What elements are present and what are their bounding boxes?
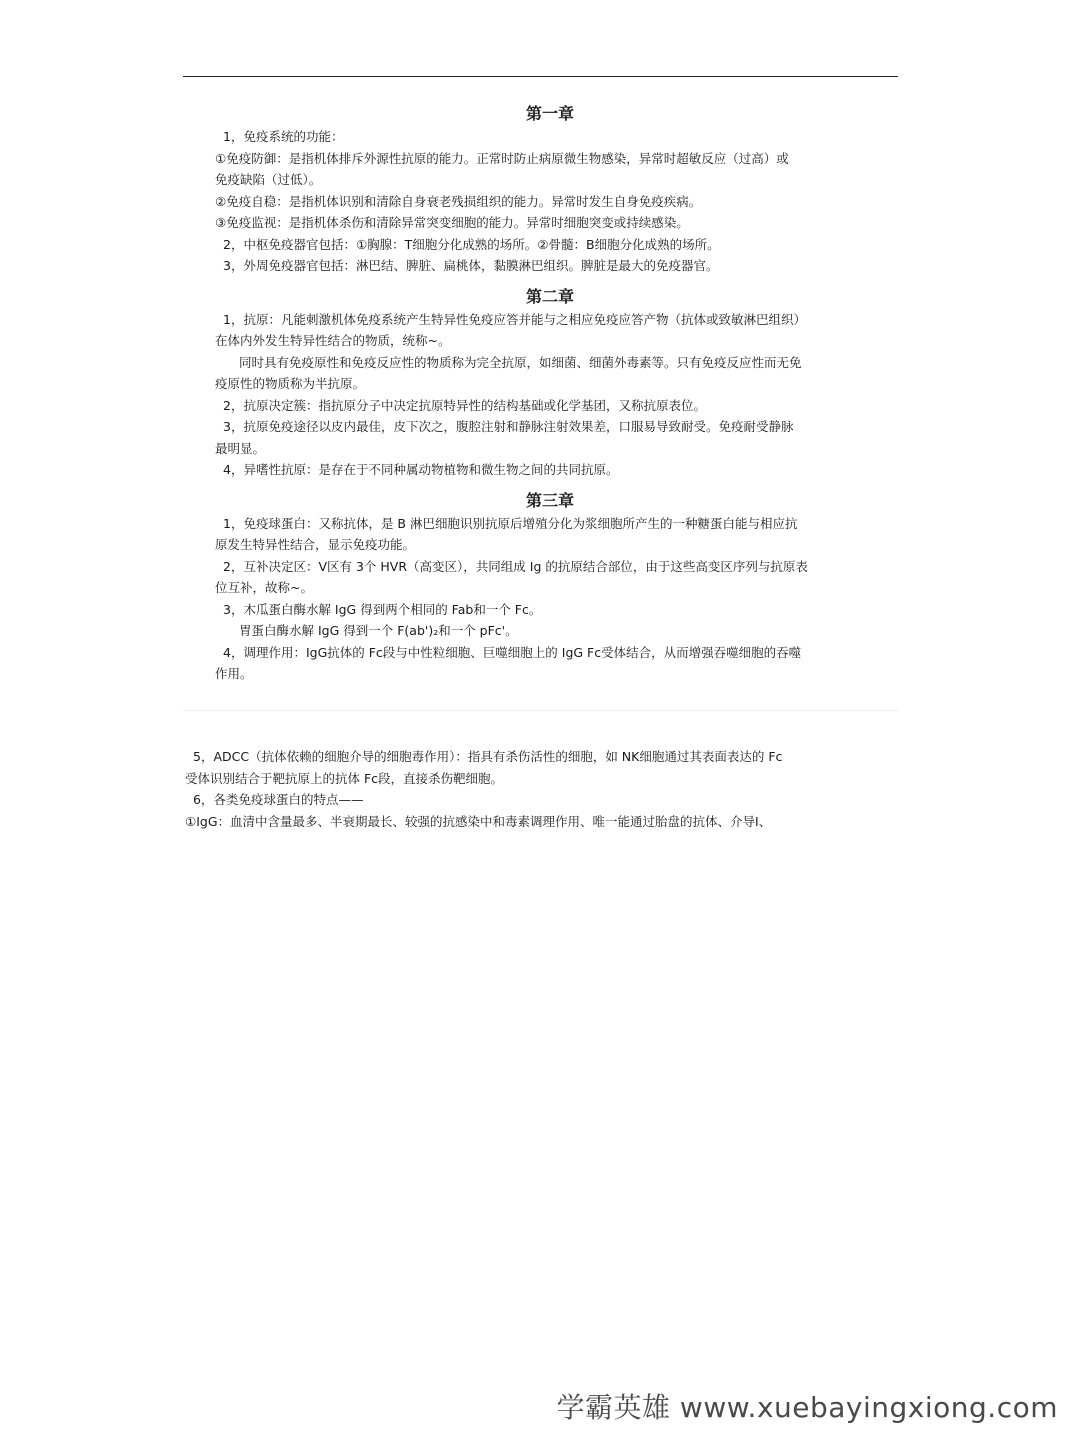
document-body [215, 100, 885, 685]
ch2-line: 3，抗原免疫途径以皮内最佳，皮下次之，腹腔注射和静脉注射效果差，口服易导致耐受。免疫耐受静脉 [223, 419, 794, 434]
continuation-line: 受体识别结合于靶抗原上的抗体 Fc段，直接杀伤靶细胞。 [185, 770, 504, 786]
ch1-line: ②免疫自稳：是指机体识别和清除自身衰老残损组织的能力。异常时发生自身免疫疾病。 [215, 193, 702, 209]
continuation-body [185, 746, 885, 832]
ch3-line: 原发生特异性结合，显示免疫功能。 [215, 537, 416, 552]
continuation-line: ①IgG：血清中含量最多、半衰期最长、较强的抗感染中和毒素调理作用、唯一能通过胎盘的抗体、介导Ⅰ、 [185, 813, 772, 829]
continuation-line: 5，ADCC（抗体依赖的细胞介导的细胞毒作用）：指具有杀伤活性的细胞，如 NK细胞通过其表面表达的 Fc [193, 749, 783, 764]
ch1-line: 2，中枢免疫器官包括：①胸腺：T细胞分化成熟的场所。②骨髓：B细胞分化成熟的场所。 [223, 236, 720, 252]
chapter-2-title: 第二章 [525, 286, 574, 306]
ch2-line: 疫原性的物质称为半抗原。 [215, 376, 366, 391]
ch3-line: 4，调理作用：IgG抗体的 Fc段与中性粒细胞、巨噬细胞上的 IgG Fc受体结合，从而增强吞噬细胞的吞噬 [223, 644, 802, 660]
ch3-line: 2，互补决定区：V区有 3个 HVR（高变区），共同组成 Ig 的抗原结合部位，由于这些高变区序列与抗原表 [223, 558, 808, 574]
ch2-line: 同时具有免疫原性和免疫反应性的物质称为完全抗原，如细菌、细菌外毒素等。只有免疫反应性而无免 [239, 354, 802, 370]
ch1-line: ③免疫监视：是指机体杀伤和清除异常突变细胞的能力。异常时细胞突变或持续感染。 [215, 215, 689, 230]
ch1-line: 3，外周免疫器官包括：淋巴结、脾脏、扁桃体，黏膜淋巴组织。脾脏是最大的免疫器官。 [223, 258, 719, 273]
watermark: 学霸英雄 www.xuebayingxiong.com [556, 1391, 1058, 1424]
section-divider [183, 710, 898, 711]
ch1-line: ①免疫防御：是指机体排斥外源性抗原的能力。正常时防止病原微生物感染，异常时超敏反应（过高）或 [215, 150, 789, 166]
ch3-line: 3，木瓜蛋白酶水解 IgG 得到两个相同的 Fab和一个 Fc。 [223, 601, 542, 617]
chapter-1-title: 第一章 [525, 104, 574, 123]
ch3-line: 作用。 [215, 666, 253, 681]
ch2-line: 1，抗原：凡能刺激机体免疫系统产生特异性免疫应答并能与之相应免疫应答产物（抗体或致敏淋巴组织） [223, 311, 806, 327]
continuation-line: 6，各类免疫球蛋白的特点—— [193, 792, 364, 807]
ch2-line: 在体内外发生特异性结合的物质，统称~。 [215, 333, 451, 348]
ch2-line: 2，抗原决定簇：指抗原分子中决定抗原特异性的结构基础或化学基团，又称抗原表位。 [223, 397, 706, 413]
ch3-line: 位互补，故称~。 [215, 580, 313, 595]
ch3-line: 胃蛋白酶水解 IgG 得到一个 F(ab')₂和一个 pFc'。 [239, 623, 518, 638]
ch2-line: 最明显。 [215, 440, 266, 456]
ch1-line: 1，免疫系统的功能： [223, 129, 344, 144]
top-divider [183, 76, 898, 77]
ch2-line: 4，异嗜性抗原：是存在于不同种属动物植物和微生物之间的共同抗原。 [223, 462, 619, 477]
chapter-3-title: 第三章 [525, 490, 574, 510]
ch3-line: 1，免疫球蛋白：又称抗体，是 B 淋巴细胞识别抗原后增殖分化为浆细胞所产生的一种糖蛋白能与相应抗 [223, 515, 798, 531]
ch1-line: 免疫缺陷（过低）。 [215, 172, 322, 187]
